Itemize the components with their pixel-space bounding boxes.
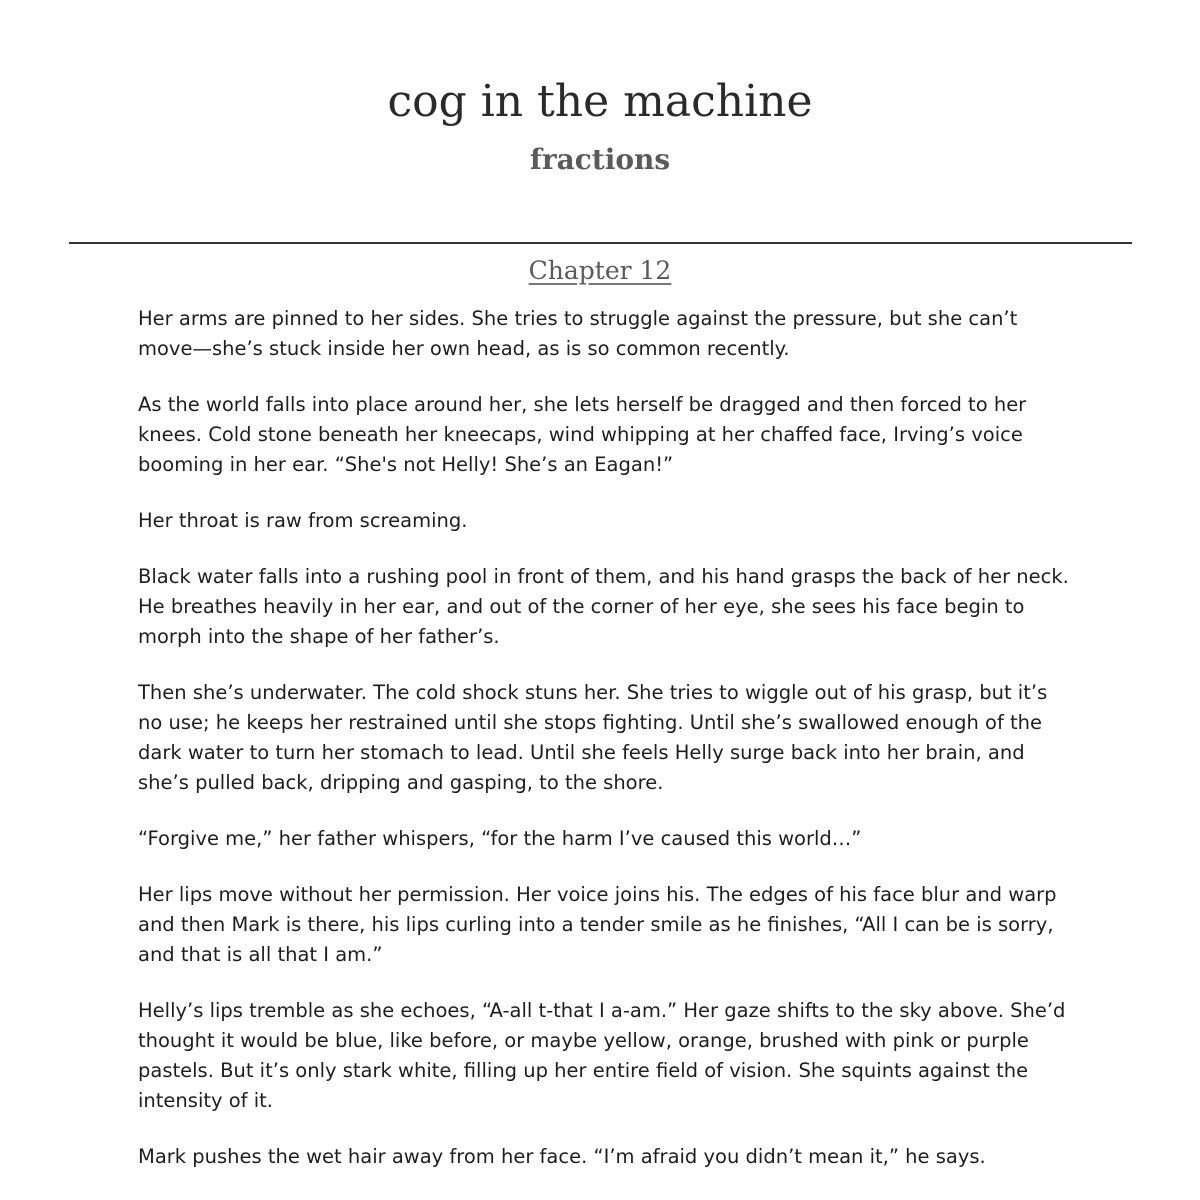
- chapter-body: [138, 304, 1073, 1198]
- chapter-paragraph: Her lips move without her permission. Her voice joins his. The edges of his face blur and warp and then Mark is there, his lips curling into a tender smile as he finishes, “All I can be is sorry, and that is all that I am.”: [138, 883, 1057, 966]
- chapter-paragraph: Then she’s underwater. The cold shock stuns her. She tries to wiggle out of his grasp, but it’s no use; he keeps her restrained until she stops fighting. Until she’s swallowed enough of the dark water to turn her stomach to lead. Until she feels Helly surge back into her brain, and she’s pulled back, dripping and gasping, to the shore.: [138, 681, 1048, 794]
- chapter-paragraph: Mark pushes the wet hair away from her face. “I’m afraid you didn’t mean it,” he says.: [138, 1145, 986, 1168]
- header-divider: [69, 242, 1132, 244]
- chapter-paragraph: Helly’s lips tremble as she echoes, “A-all t-that I a-am.” Her gaze shifts to the sky above. She’d thought it would be blue, like before, or maybe yellow, orange, brushed with pink or purple pastels. But it’s only stark white, filling up her entire field of vision. She squints against the intensity of it.: [138, 999, 1066, 1112]
- chapter-title-link[interactable]: Chapter 12: [528, 256, 672, 285]
- chapter-paragraph: Her arms are pinned to her sides. She tries to struggle against the pressure, but she can’t move—she’s stuck inside her own head, as is so common recently.: [138, 307, 1018, 360]
- chapter-paragraph: Black water falls into a rushing pool in front of them, and his hand grasps the back of her neck. He breathes heavily in her ear, and out of the corner of her eye, she sees his face begin to morph into the shape of her father’s.: [138, 565, 1069, 648]
- chapter-paragraph: “Forgive me,” her father whispers, “for the harm I’ve caused this world…”: [138, 827, 862, 850]
- chapter-title[interactable]: [0, 253, 1200, 289]
- work-author[interactable]: fractions: [529, 143, 671, 176]
- chapter-paragraph: Her throat is raw from screaming.: [138, 509, 468, 532]
- chapter-paragraph: As the world falls into place around her, she lets herself be dragged and then forced to her knees. Cold stone beneath her kneecaps, wind whipping at her chaffed face, Irving’s voice booming in her ear. “She's not Helly! She’s an Eagan!”: [138, 393, 1027, 476]
- work-title: cog in the machine: [387, 76, 813, 127]
